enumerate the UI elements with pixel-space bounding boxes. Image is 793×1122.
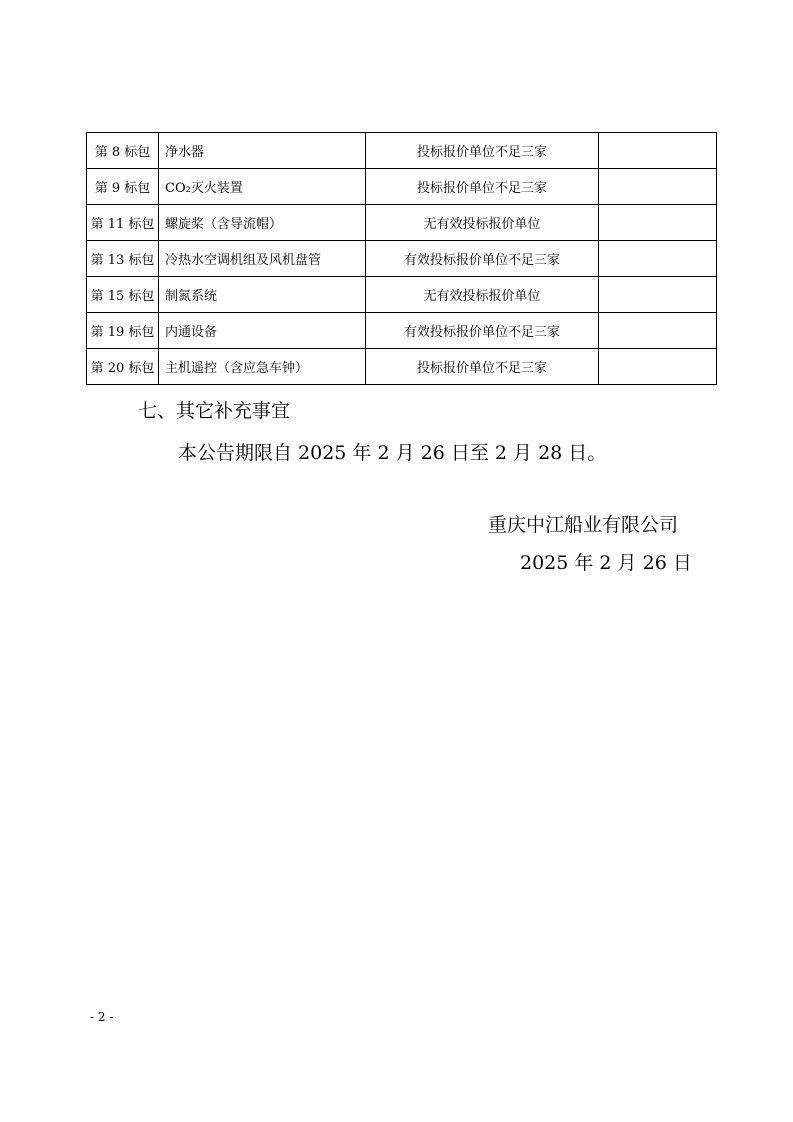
table-row (87, 349, 717, 385)
remark-cell (599, 169, 717, 205)
remark-cell (599, 205, 717, 241)
table-row (87, 313, 717, 349)
company-name: 重庆中江船业有限公司 (488, 514, 679, 536)
package-cell: 第 19 标包 (87, 313, 159, 349)
package-cell: 第 20 标包 (87, 349, 159, 385)
item-cell: 主机遥控（含应急车钟） (159, 349, 366, 385)
item-cell: 制氮系统 (159, 277, 366, 313)
signature-date: 2025 年 2 月 26 日 (520, 552, 692, 574)
remark-cell (599, 241, 717, 277)
notice-period-text: 本公告期限自 2025 年 2 月 26 日至 2 月 28 日。 (178, 442, 607, 464)
table-row (87, 205, 717, 241)
remark-cell (599, 133, 717, 169)
result-cell: 无有效投标报价单位 (366, 277, 599, 313)
item-cell: 内通设备 (159, 313, 366, 349)
result-cell: 投标报价单位不足三家 (366, 133, 599, 169)
item-cell: 冷热水空调机组及风机盘管 (159, 241, 366, 277)
table-row (87, 169, 717, 205)
package-cell: 第 13 标包 (87, 241, 159, 277)
package-cell: 第 15 标包 (87, 277, 159, 313)
result-cell: 投标报价单位不足三家 (366, 349, 599, 385)
item-cell: 螺旋桨（含导流帽） (159, 205, 366, 241)
table-row (87, 241, 717, 277)
section-heading: 七、其它补充事宜 (138, 400, 291, 422)
package-cell: 第 11 标包 (87, 205, 159, 241)
result-cell: 有效投标报价单位不足三家 (366, 313, 599, 349)
remark-cell (599, 349, 717, 385)
item-cell: CO₂灭火装置 (159, 169, 366, 205)
table-row (87, 133, 717, 169)
item-cell: 净水器 (159, 133, 366, 169)
table-row (87, 277, 717, 313)
bid-results-table (86, 132, 717, 385)
package-cell: 第 9 标包 (87, 169, 159, 205)
result-cell: 投标报价单位不足三家 (366, 169, 599, 205)
remark-cell (599, 313, 717, 349)
remark-cell (599, 277, 717, 313)
page-number: - 2 - (90, 1010, 114, 1024)
package-cell: 第 8 标包 (87, 133, 159, 169)
result-cell: 有效投标报价单位不足三家 (366, 241, 599, 277)
result-cell: 无有效投标报价单位 (366, 205, 599, 241)
